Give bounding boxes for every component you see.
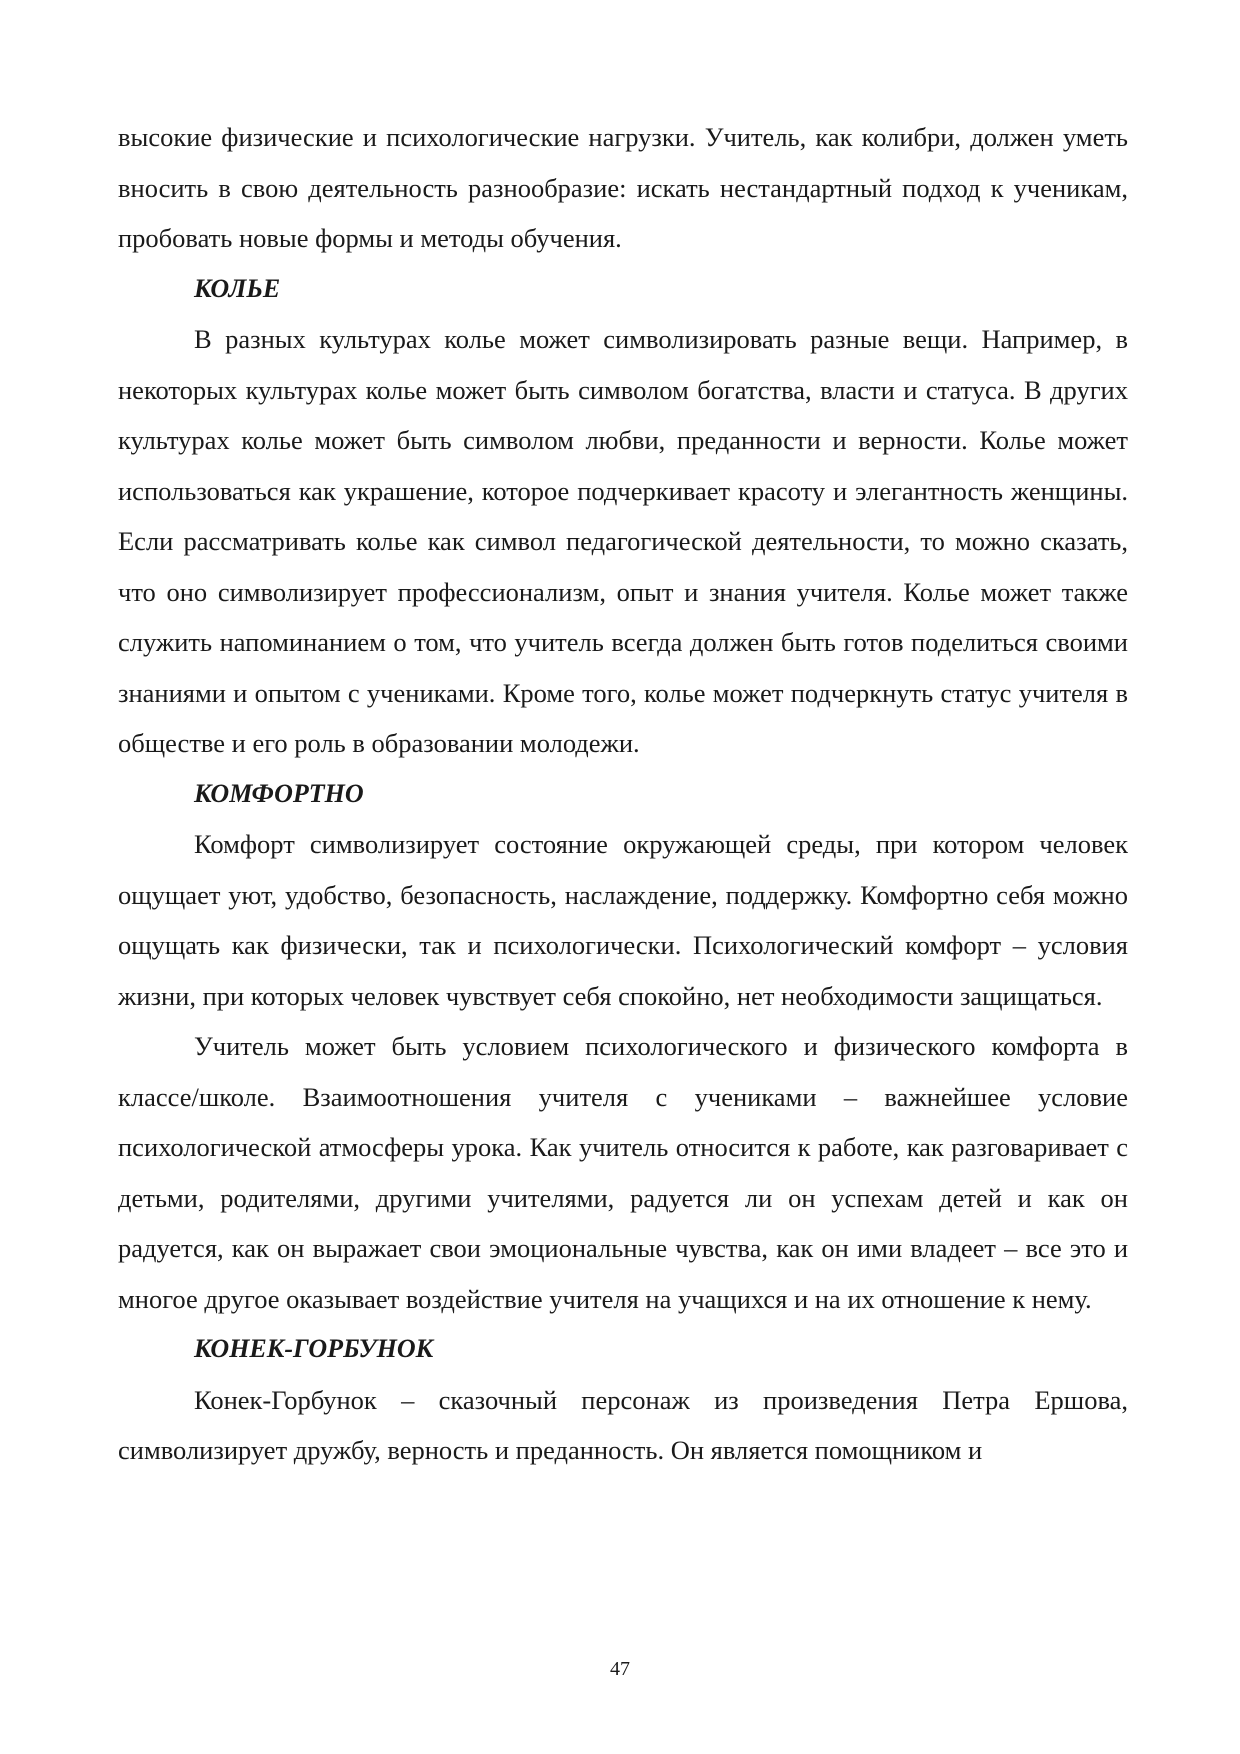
paragraph-hummingbird-end: высокие физические и психологические нагрузки. Учитель, как колибри, должен уметь вносить в свою деятельность разнообразие: искать нестандартный подход к ученикам, пробовать новые формы и методы обучения.: [118, 122, 1128, 253]
heading-necklace: КОЛЬЕ: [194, 273, 281, 303]
paragraph-necklace: В разных культурах колье может символизировать разные вещи. Например, в некоторых культурах колье может быть символом богатства, власти и статуса. В других культурах колье может быть символом любви, преданности и верности. Колье может использоваться как украшение, которое подчеркивает красоту и элегантность женщины. Если рассматривать колье как символ педагогической деятельности, то можно сказать, что оно символизирует профессионализм, опыт и знания учителя. Колье может также служить напоминанием о том, что учитель всегда должен быть готов поделиться своими знаниями и опытом с учениками. Кроме того, колье может подчеркнуть статус учителя в обществе и его роль в образовании молодежи.: [118, 324, 1128, 758]
paragraph-comfort-definition: Комфорт символизирует состояние окружающей среды, при котором человек ощущает уют, удобство, безопасность, наслаждение, поддержку. Комфортно себя можно ощущать как физически, так и психологически. Психологический комфорт – условия жизни, при которых человек чувствует себя спокойно, нет необходимости защищаться.: [118, 829, 1128, 1011]
heading-humpbacked-horse: КОНЕК-ГОРБУНОК: [194, 1334, 434, 1363]
paragraph-humpbacked-horse: Конек-Горбунок – сказочный персонаж из произведения Петра Ершова, символизирует дружбу, верность и преданность. Он является помощником и: [118, 1384, 1128, 1465]
page-body: [118, 112, 1128, 1476]
page-number: 47: [610, 1658, 630, 1680]
heading-comfortable: КОМФОРТНО: [194, 778, 364, 808]
paragraph-teacher-comfort: Учитель может быть условием психологического и физического комфорта в классе/школе. Взаимоотношения учителя с учениками – важнейшее условие психологической атмосферы урока. Как учитель относится к работе, как разговаривает с детьми, родителями, другими учителями, радуется ли он успехам детей и как он радуется, как он выражает свои эмоциональные чувства, как он ими владеет – все это и многое другое оказывает воздействие учителя на учащихся и на их отношение к нему.: [118, 1031, 1128, 1314]
